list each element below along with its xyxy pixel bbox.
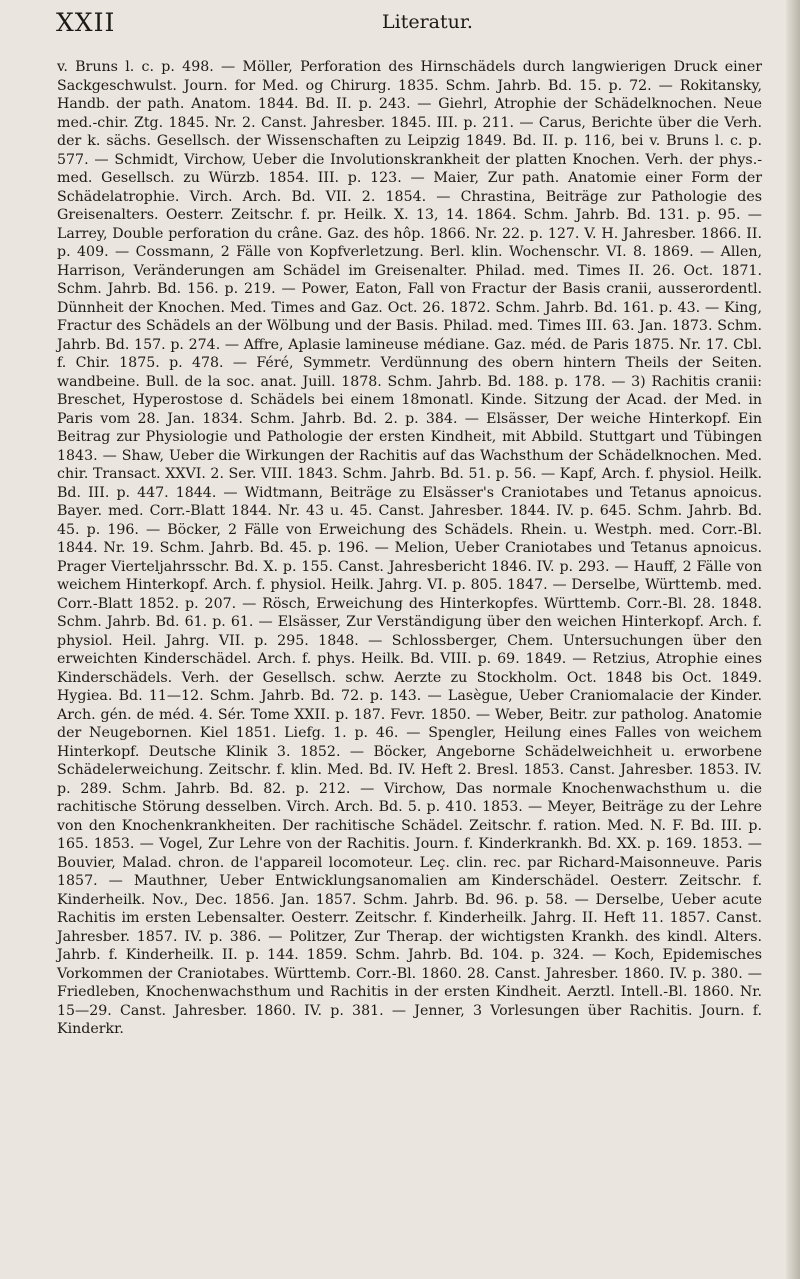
page-number: XXII [56, 8, 116, 37]
page-header [56, 8, 746, 36]
bibliography-text: v. Bruns l. c. p. 498. — Möller, Perforation des Hirnschädels durch langwierigen Druck einer Sackgeschwulst. Journ. for Med. og Chirurg. 1835. Schm. Jahrb. Bd. 15. p. 72. — Rokitansky, Handb. der path. Anatom. 1844. Bd. II. p. 243. — Giehrl, Atrophie der Schädelknochen. Neue med.-chir. Ztg. 1845. Nr. 2. Canst. Jahresber. 1845. III. p. 211. — Carus, Berichte über die Verh. der k. sächs. Gesellsch. der Wissenschaften zu Leipzig 1849. Bd. II. p. 116, bei v. Bruns l. c. p. 577. — Schmidt, Virchow, Ueber die Involutionskrankheit der platten Knochen. Verh. der phys.-med. Gesellsch. zu Würzb. 1854. III. p. 123. — Maier, Zur path. Anatomie einer Form der Schädelatrophie. Virch. Arch. Bd. VII. 2. 1854. — Chrastina, Beiträge zur Pathologie des Greisenalters. Oesterr. Zeitschr. f. pr. Heilk. X. 13, 14. 1864. Schm. Jahrb. Bd. 131. p. 95. — Larrey, Double perforation du crâne. Gaz. des hôp. 1866. Nr. 22. p. 127. V. H. Jahresber. 1866. II. p. 409. — Cossmann, 2 Fälle von Kopfverletzung. Berl. klin. Wochenschr. VI. 8. 1869. — Allen, Harrison, Veränderungen am Schädel im Greisenalter. Philad. med. Times II. 26. Oct. 1871. Schm. Jahrb. Bd. 156. p. 219. — Power, Eaton, Fall von Fractur der Basis cranii, ausserordentl. Dünnheit der Knochen. Med. Times and Gaz. Oct. 26. 1872. Schm. Jahrb. Bd. 161. p. 43. — King, Fractur des Schädels an der Wölbung und der Basis. Philad. med. Times III. 63. Jan. 1873. Schm. Jahrb. Bd. 157. p. 274. — Affre, Aplasie lamineuse médiane. Gaz. méd. de Paris 1875. Nr. 17. Cbl. f. Chir. 1875. p. 478. — Féré, Symmetr. Verdünnung des obern hintern Theils der Seiten. wandbeine. Bull. de la soc. anat. Juill. 1878. Schm. Jahrb. Bd. 188. p. 178. — 3) Rachitis cranii: Breschet, Hyperostose d. Schädels bei einem 18monatl. Kinde. Sitzung der Acad. der Med. in Paris vom 28. Jan. 1834. Schm. Jahrb. Bd. 2. p. 384. — Elsässer, Der weiche Hinterkopf. Ein Beitrag zur Physiologie und Pathologie der ersten Kindheit, mit Abbild. Stuttgart und Tübingen 1843. — Shaw, Ueber die Wirkungen der Rachitis auf das Wachsthum der Schädelknochen. Med. chir. Transact. XXVI. 2. Ser. VIII. 1843. Schm. Jahrb. Bd. 51. p. 56. — Kapf, Arch. f. physiol. Heilk. Bd. III. p. 447. 1844. — Widtmann, Beiträge zu Elsässer's Craniotabes und Tetanus apnoicus. Bayer. med. Corr.-Blatt 1844. Nr. 43 u. 45. Canst. Jahresber. 1844. IV. p. 645. Schm. Jahrb. Bd. 45. p. 196. — Böcker, 2 Fälle von Erweichung des Schädels. Rhein. u. Westph. med. Corr.-Bl. 1844. Nr. 19. Schm. Jahrb. Bd. 45. p. 196. — Melion, Ueber Craniotabes und Tetanus apnoicus. Prager Vierteljahrsschr. Bd. X. p. 155. Canst. Jahresbericht 1846. IV. p. 293. — Hauff, 2 Fälle von weichem Hinterkopf. Arch. f. physiol. Heilk. Jahrg. VI. p. 805. 1847. — Derselbe, Württemb. med. Corr.-Blatt 1852. p. 207. — Rösch, Erweichung des Hinterkopfes. Württemb. Corr.-Bl. 28. 1848. Schm. Jahrb. Bd. 61. p. 61. — Elsässer, Zur Verständigung über den weichen Hinterkopf. Arch. f. physiol. Heil. Jahrg. VII. p. 295. 1848. — Schlossberger, Chem. Untersuchungen über den erweichten Kinderschädel. Arch. f. phys. Heilk. Bd. VIII. p. 69. 1849. — Retzius, Atrophie eines Kinderschädels. Verh. der Gesellsch. schw. Aerzte zu Stockholm. Oct. 1848 bis Oct. 1849. Hygiea. Bd. 11—12. Schm. Jahrb. Bd. 72. p. 143. — Lasègue, Ueber Craniomalacie der Kinder. Arch. gén. de méd. 4. Sér. Tome XXII. p. 187. Fevr. 1850. — Weber, Beitr. zur patholog. Anatomie der Neugebornen. Kiel 1851. Liefg. 1. p. 46. — Spengler, Heilung eines Falles von weichem Hinterkopf. Deutsche Klinik 3. 1852. — Böcker, Angeborne Schädelweichheit u. erworbene Schädelerweichung. Zeitschr. f. klin. Med. Bd. IV. Heft 2. Bresl. 1853. Canst. Jahresber. 1853. IV. p. 289. Schm. Jahrb. Bd. 82. p. 212. — Virchow, Das normale Knochenwachsthum u. die rachitische Störung desselben. Virch. Arch. Bd. 5. p. 410. 1853. — Meyer, Beiträge zu der Lehre von den Knochenkrankheiten. Der rachitische Schädel. Zeitschr. f. ration. Med. N. F. Bd. III. p. 165. 1853. — Vogel, Zur Lehre von der Rachitis. Journ. f. Kinderkrankh. Bd. XX. p. 169. 1853. — Bouvier, Malad. chron. de l'appareil locomoteur. Leç. clin. rec. par Richard-Maisonneuve. Paris 1857. — Mauthner, Ueber Entwicklungsanomalien am Kinderschädel. Oesterr. Zeitschr. f. Kinderheilk. Nov., Dec. 1856. Jan. 1857. Schm. Jahrb. Bd. 96. p. 58. — Derselbe, Ueber acute Rachitis im ersten Lebensalter. Oesterr. Zeitschr. f. Kinderheilk. Jahrg. II. Heft 11. 1857. Canst. Jahresber. 1857. IV. p. 386. — Politzer, Zur Therap. der wichtigsten Krankh. des kindl. Alters. Jahrb. f. Kinderheilk. II. p. 144. 1859. Schm. Jahrb. Bd. 104. p. 324. — Koch, Epidemisches Vorkommen der Craniotabes. Württemb. Corr.-Bl. 1860. 28. Canst. Jahresber. 1860. IV. p. 380. — Friedleben, Knochenwachsthum und Rachitis in der ersten Kindheit. Aerztl. Intell.-Bl. 1860. Nr. 15—29. Canst. Jahresber. 1860. IV. p. 381. — Jenner, 3 Vorlesungen über Rachitis. Journ. f. Kinderkr. [57, 59, 762, 1037]
page-edge-shadow [786, 0, 800, 1279]
running-head: Literatur. [382, 11, 473, 33]
